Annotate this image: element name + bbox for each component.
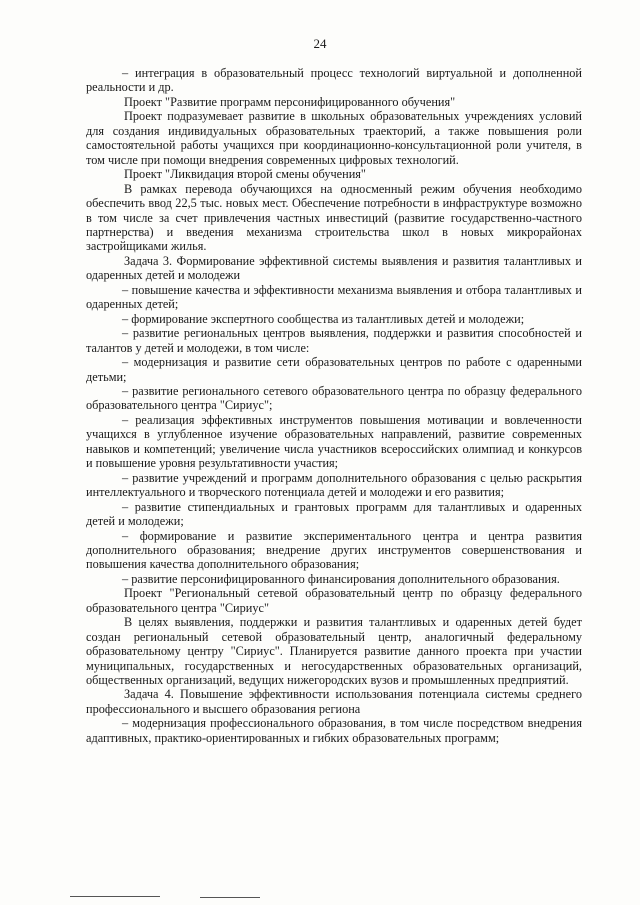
paragraph: – модернизация и развитие сети образовательных центров по работе с одаренными детьми; — [86, 355, 582, 384]
paragraph: – повышение качества и эффективности механизма выявления и отбора талантливых и одаренных детей; — [86, 282, 582, 312]
paragraph: Задача 4. Повышение эффективности использования потенциала системы среднего профессионального и высшего образования региона — [86, 687, 582, 716]
scan-artifact-line — [200, 897, 260, 898]
paragraph: Проект "Ликвидация второй смены обучения" — [124, 167, 366, 182]
paragraph: – развитие персонифицированного финансирования дополнительного образования. — [122, 571, 560, 586]
scan-artifact-line — [70, 896, 160, 897]
paragraph: – развитие стипендиальных и грантовых программ для талантливых и одаренных детей и молодежи; — [86, 499, 582, 529]
paragraph: Проект "Региональный сетевой образовательный центр по образцу федерального образовательного центра "Сириус" — [86, 586, 582, 615]
document-body — [86, 66, 582, 745]
paragraph: – формирование экспертного сообщества из талантливых детей и молодежи; — [122, 311, 525, 326]
paragraph: – интеграция в образовательный процесс технологий виртуальной и дополненной реальности и др. — [86, 66, 582, 95]
paragraph: Проект подразумевает развитие в школьных образовательных учреждениях условий для создания индивидуальных образовательных траекторий, а также повышения роли самостоятельной работы учащихся при координационно-консультационной роли учителя, в том числе при помощи внедрения современных цифровых технологий. — [86, 109, 582, 167]
paragraph: – развитие региональных центров выявления, поддержки и развития способностей и талантов у детей и молодежи, в том числе: — [86, 326, 582, 355]
paragraph: – развитие регионального сетевого образовательного центра по образцу федерального образовательного центра "Сириус"; — [86, 383, 582, 413]
paragraph: – модернизация профессионального образования, в том числе посредством внедрения адаптивных, практико-ориентированных и гибких образовательных программ; — [86, 716, 582, 745]
paragraph: Проект "Развитие программ персонифицированного обучения" — [124, 94, 456, 109]
page-number: 24 — [313, 36, 327, 51]
paragraph: В рамках перевода обучающихся на односменный режим обучения необходимо обеспечить ввод 22,5 тыс. новых мест. Обеспечение потребности в инфраструктуре возможно в том числе за счет привлечения частных инвестиций (развитие государственно-частного партнерства) и введения механизма строительства школ в новых микрорайонах застройщиками жилья. — [86, 181, 582, 254]
paragraph: – развитие учреждений и программ дополнительного образования с целью раскрытия интеллектуального и творческого потенциала детей и молодежи и его развития; — [86, 470, 582, 500]
paragraph: В целях выявления, поддержки и развития талантливых и одаренных детей будет создан региональный сетевой образовательный центр, аналогичный федеральному образовательному центру "Сириус". Планируется развитие данного проекта при участии муниципальных, государственных и негосударственных образовательных организаций, общественных организаций, ведущих нижегородских вузов и промышленных предприятий. — [86, 615, 582, 688]
paragraph: – реализация эффективных инструментов повышения мотивации и вовлеченности учащихся в углубленное изучение образовательных направлений, развитие современных навыков и компетенций; увеличение числа участников всероссийских олимпиад и конкурсов и повышение уровня результативности участия; — [86, 412, 582, 471]
paragraph: – формирование и развитие экспериментального центра и центра развития дополнительного образования; внедрение других инструментов совершенствования и повышения качества дополнительного образования; — [86, 528, 582, 572]
paragraph: Задача 3. Формирование эффективной системы выявления и развития талантливых и одаренных детей и молодежи — [86, 253, 582, 283]
